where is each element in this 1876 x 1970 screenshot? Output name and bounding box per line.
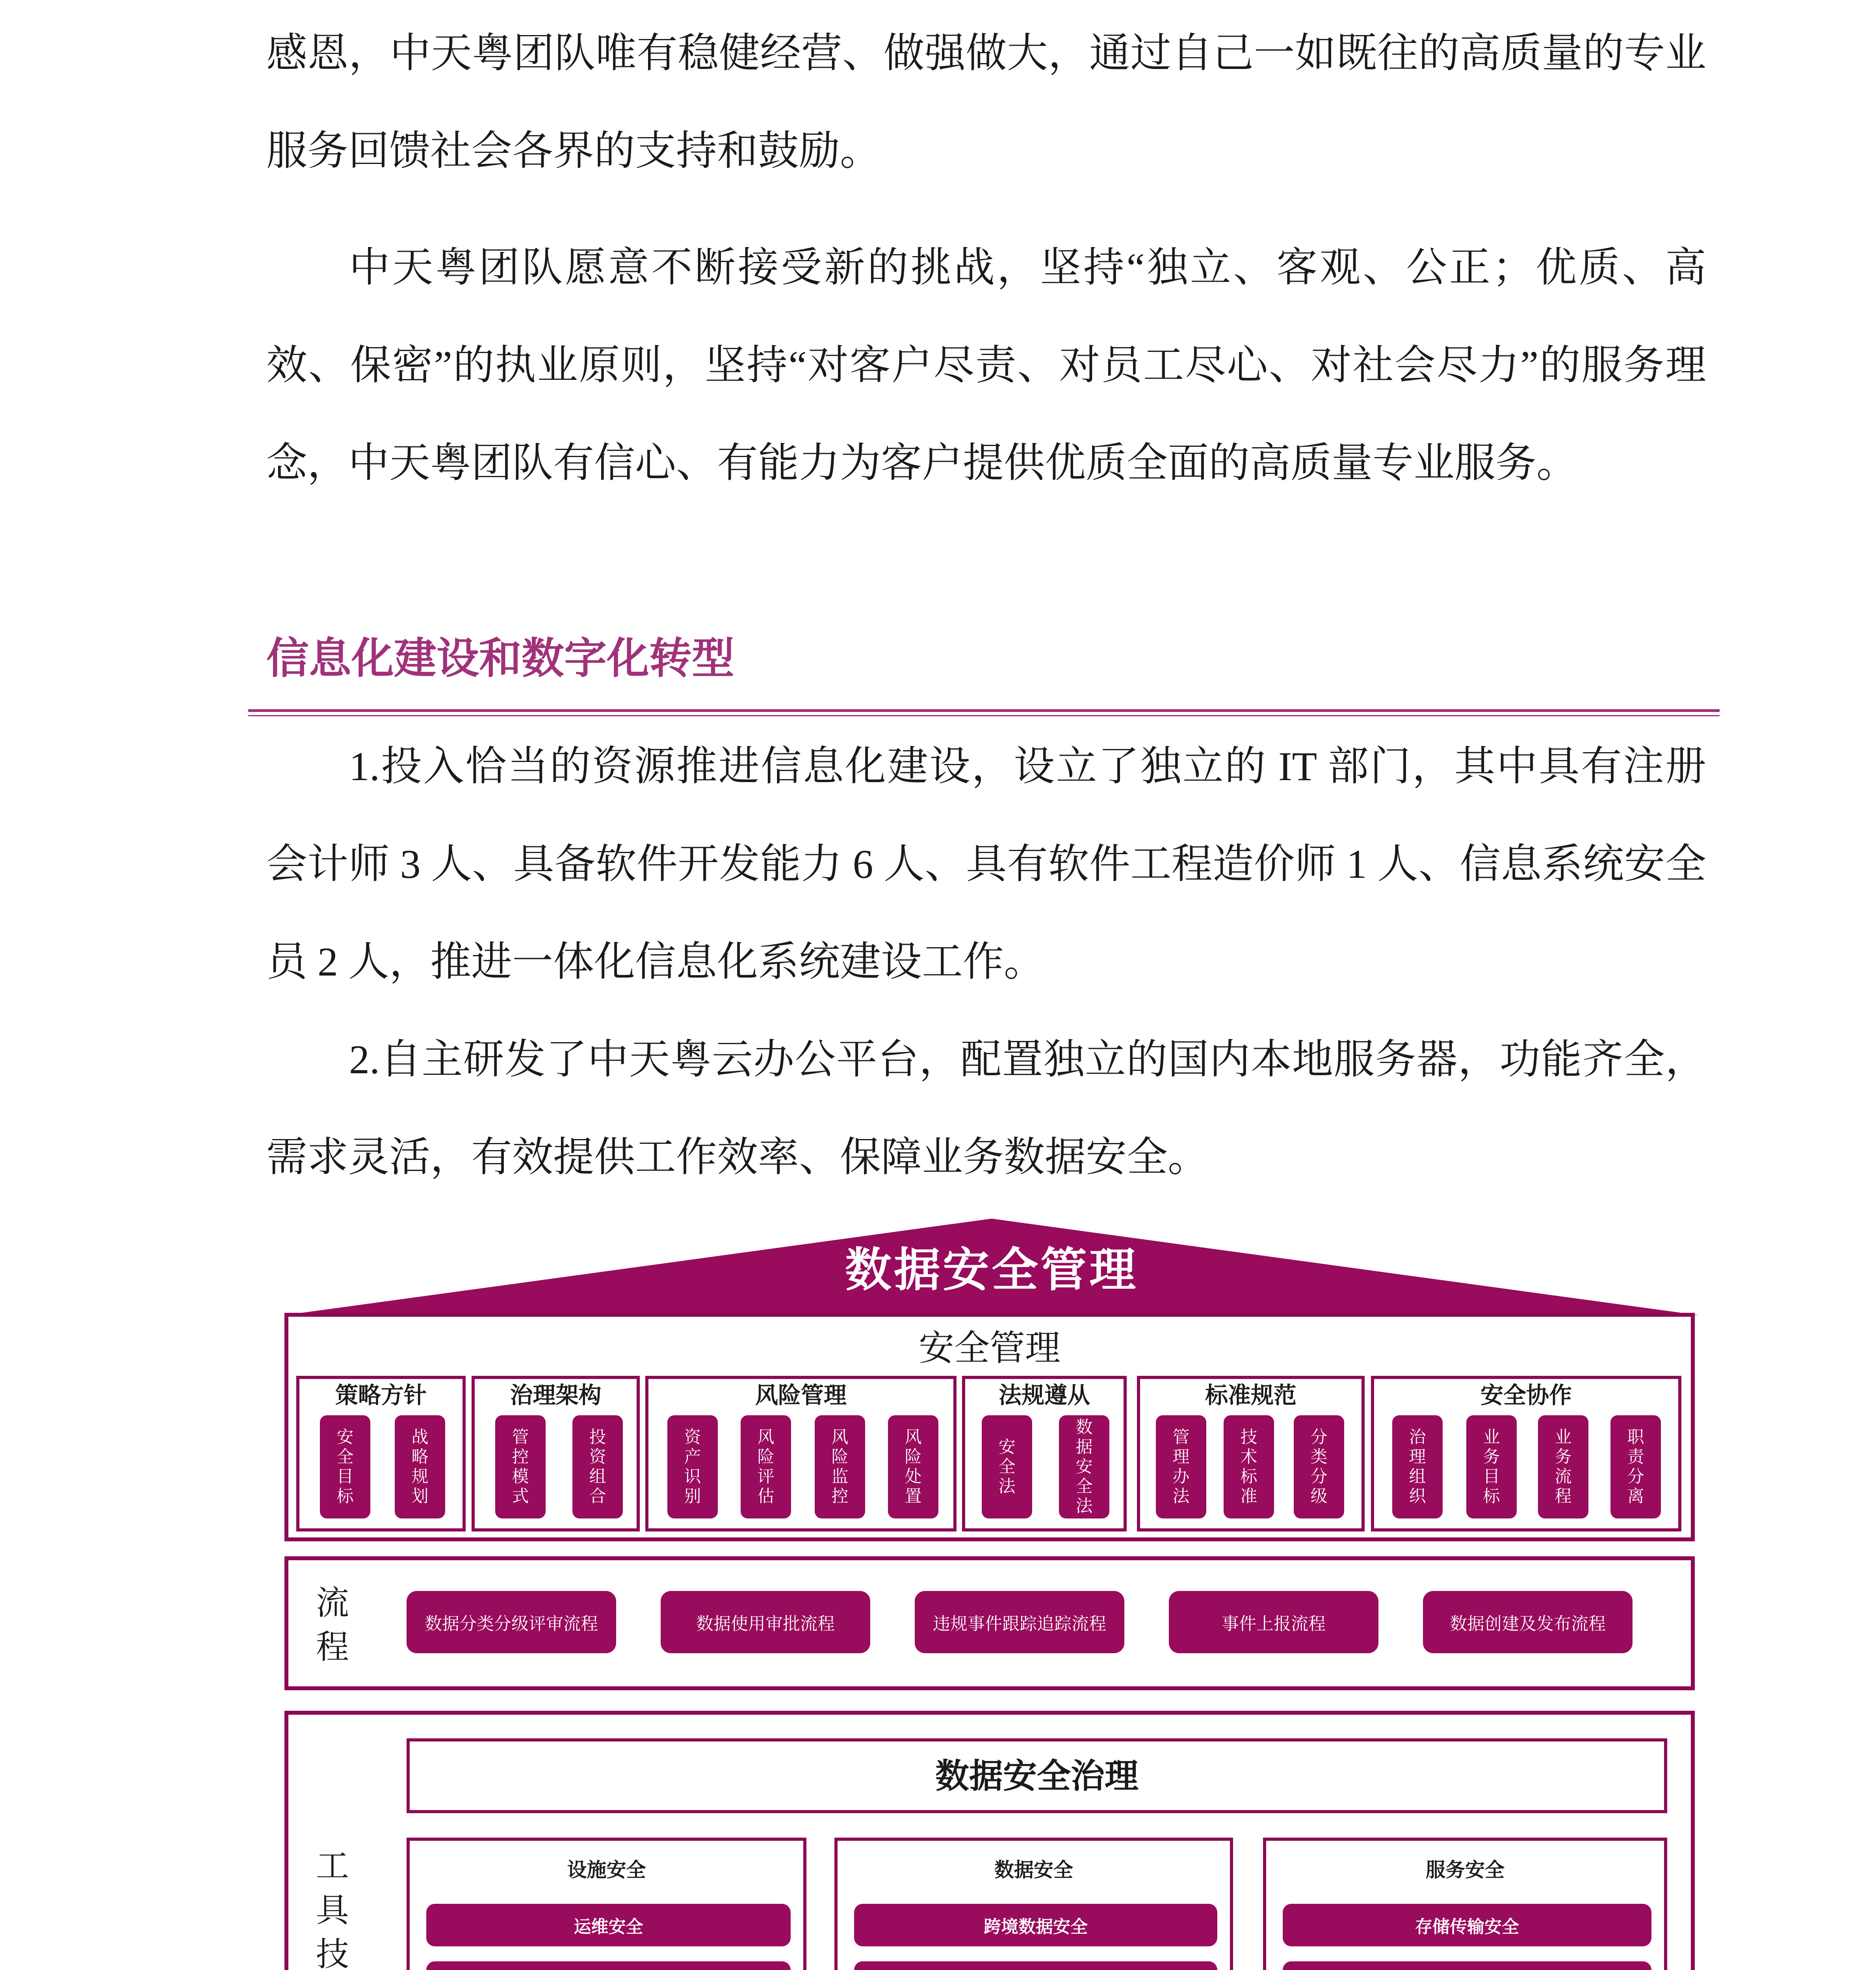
item-storage-transfer: 存储传输安全 — [1283, 1904, 1651, 1946]
security-management-panel — [284, 1313, 1695, 1541]
process-violation-tracking: 违规事件跟踪追踪流程 — [915, 1591, 1124, 1653]
group-risk-management — [645, 1376, 957, 1531]
item-business-goal: 业 务 目 标 — [1466, 1415, 1517, 1518]
process-incident-report: 事件上报流程 — [1169, 1591, 1378, 1653]
item-platform-security — [426, 1961, 791, 1970]
item-investment-portfolio: 投 资 组 合 — [572, 1415, 623, 1518]
item-technical-standards: 技 术 标 准 — [1224, 1415, 1274, 1518]
process-data-publish: 数据创建及发布流程 — [1423, 1591, 1633, 1653]
item-processing-usage — [1283, 1961, 1651, 1970]
section-heading: 信息化建设和数字化转型 — [266, 636, 735, 682]
group-strategy — [296, 1376, 466, 1531]
item-asset-identification: 资 产 识 别 — [667, 1415, 718, 1518]
tools-panel — [284, 1711, 1695, 1970]
process-usage-approval: 数据使用审批流程 — [661, 1591, 870, 1653]
group-compliance — [962, 1376, 1127, 1531]
item-strategic-plan: 战 略 规 划 — [395, 1415, 445, 1518]
item-important-data — [854, 1961, 1217, 1970]
item-crossborder-data: 跨境数据安全 — [854, 1904, 1217, 1946]
group-title: 法规遵从 — [998, 1382, 1090, 1409]
paragraph-it-department: 1.投入恰当的资源推进信息化建设，设立了独立的 IT 部门，其中具有注册会计师 3 人、具备软件开发能力 6 人、具有软件工程造价师 1 人、信息系统安全员 2 人，推进一体化信息化系统建设工作。 — [266, 744, 1706, 985]
group-title: 安全协作 — [1480, 1382, 1572, 1409]
item-classification: 分 类 分 级 — [1294, 1415, 1344, 1518]
item-governance-org: 治 理 组 织 — [1392, 1415, 1443, 1518]
item-management-measures: 管 理 办 法 — [1156, 1415, 1206, 1518]
item-security-goal: 安 全 目 标 — [320, 1415, 370, 1518]
item-data-security-law: 数 据 安 全 法 — [1059, 1415, 1109, 1518]
group-governance-structure — [472, 1376, 640, 1531]
item-risk-handling: 风 险 处 置 — [888, 1415, 938, 1518]
item-business-process: 业 务 流 程 — [1538, 1415, 1588, 1518]
column-facility-security — [407, 1838, 806, 1970]
heading-rule-bottom — [248, 715, 1720, 716]
governance-box — [407, 1738, 1667, 1813]
column-data-security — [834, 1838, 1233, 1970]
tools-label: 工 具 技 — [316, 1848, 349, 1970]
column-service-security — [1263, 1838, 1667, 1970]
process-label: 流 程 — [316, 1585, 349, 1666]
item-ops-security: 运维安全 — [426, 1904, 791, 1946]
item-control-mode: 管 控 模 式 — [495, 1415, 546, 1518]
group-title: 治理架构 — [510, 1382, 602, 1409]
group-title: 风险管理 — [755, 1382, 847, 1409]
item-duty-separation: 职 责 分 离 — [1610, 1415, 1661, 1518]
item-security-law: 安 全 法 — [982, 1415, 1032, 1518]
group-standards — [1137, 1376, 1365, 1531]
item-risk-assessment: 风 险 评 估 — [741, 1415, 791, 1518]
paragraph-cloud-platform: 2.自主研发了中天粤云办公平台，配置独立的国内本地服务器，功能齐全，需求灵活，有效提供工作效率、保障业务数据安全。 — [266, 1037, 1706, 1180]
column-title: 设施安全 — [567, 1858, 646, 1881]
process-panel — [284, 1556, 1695, 1690]
heading-rule-top — [248, 709, 1720, 712]
column-title: 服务安全 — [1426, 1858, 1505, 1881]
group-title: 策略方针 — [335, 1382, 427, 1409]
group-title: 标准规范 — [1205, 1382, 1296, 1409]
group-collaboration — [1371, 1376, 1681, 1531]
process-classification-review: 数据分类分级评审流程 — [407, 1591, 616, 1653]
paragraph-principles: 中天粤团队愿意不断接受新的挑战，坚持“独立、客观、公正；优质、高效、保密”的执业原则，坚持“对客户尽责、对员工尽心、对社会尽力”的服务理念，中天粤团队有信心、有能力为客户提供优质全面的高质量专业服务。 — [266, 245, 1706, 486]
diagram-title: 数据安全管理 — [845, 1243, 1138, 1297]
paragraph-gratitude: 感恩，中天粤团队唯有稳健经营、做强做大，通过自己一如既往的高质量的专业服务回馈社会各界的支持和鼓励。 — [266, 31, 1706, 174]
item-risk-monitoring: 风 险 监 控 — [815, 1415, 865, 1518]
security-management-title: 安全管理 — [919, 1329, 1061, 1368]
governance-title: 数据安全治理 — [935, 1757, 1139, 1795]
column-title: 数据安全 — [994, 1858, 1073, 1881]
